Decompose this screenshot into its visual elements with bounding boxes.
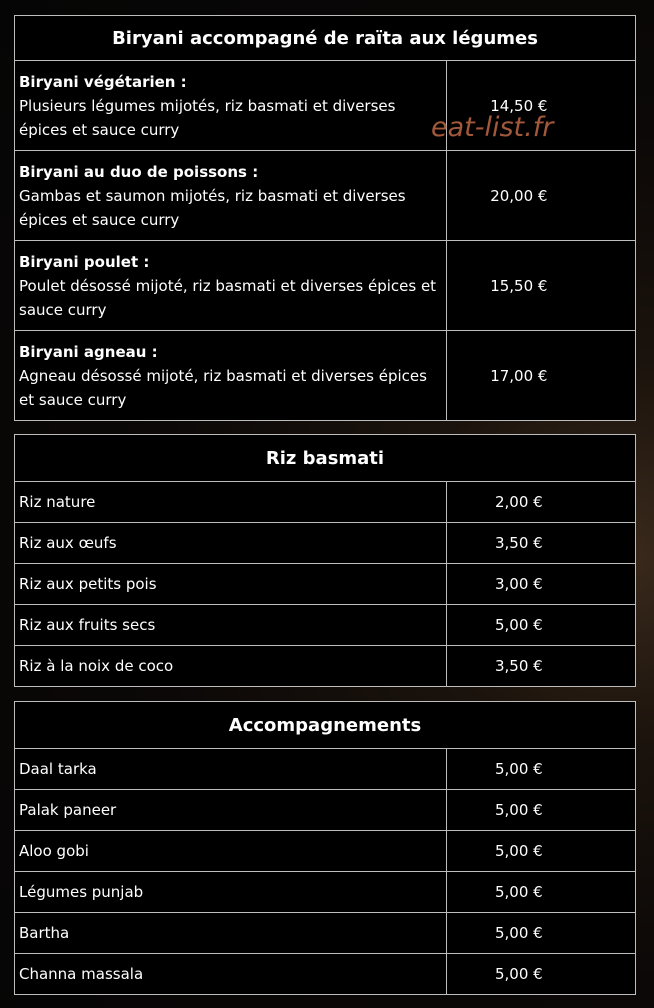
menu-item-price: 5,00 € (446, 749, 635, 790)
menu-item-price: 5,00 € (446, 913, 635, 954)
menu-section-accompagnements (14, 701, 636, 995)
menu-item-row (15, 954, 636, 995)
menu-item-row (15, 523, 636, 564)
menu-item-text (15, 241, 447, 331)
menu-item-row (15, 790, 636, 831)
menu-item-price: 3,00 € (446, 564, 635, 605)
menu-item-row (15, 482, 636, 523)
menu-item-name: Riz nature (15, 482, 447, 523)
menu-item-row (15, 831, 636, 872)
menu-section-biryani (14, 15, 636, 421)
menu-item-row (15, 872, 636, 913)
menu-item-price: 5,00 € (446, 954, 635, 995)
menu-item-price: 5,00 € (446, 872, 635, 913)
menu-item-name: Riz à la noix de coco (15, 646, 447, 687)
menu-item-name: Biryani poulet : (19, 252, 150, 271)
menu-item-name: Bartha (15, 913, 447, 954)
menu-item-name: Légumes punjab (15, 872, 447, 913)
menu-item-name: Palak paneer (15, 790, 447, 831)
menu-item-price: 3,50 € (446, 523, 635, 564)
menu-item-name: Riz aux fruits secs (15, 605, 447, 646)
menu-item-name: Riz aux œufs (15, 523, 447, 564)
section-title: Biryani accompagné de raïta aux légumes (15, 16, 636, 61)
menu-item-price: 17,00 € (446, 331, 635, 421)
menu-item-price: 15,50 € (446, 241, 635, 331)
menu-item-description: Poulet désossé mijoté, riz basmati et diverses épices et sauce curry (19, 276, 437, 319)
menu-item-row (15, 151, 636, 241)
menu-item-name: Biryani au duo de poissons : (19, 162, 259, 181)
menu-item-name: Biryani agneau : (19, 342, 158, 361)
menu-item-price: 5,00 € (446, 605, 635, 646)
menu-item-price: 3,50 € (446, 646, 635, 687)
menu-item-row (15, 241, 636, 331)
menu-item-row (15, 646, 636, 687)
menu-item-name: Riz aux petits pois (15, 564, 447, 605)
menu-item-text (15, 151, 447, 241)
menu-item-description: Plusieurs légumes mijotés, riz basmati et diverses épices et sauce curry (19, 96, 396, 139)
menu-section-riz-basmati (14, 434, 636, 687)
menu-item-row (15, 61, 636, 151)
menu-item-row (15, 605, 636, 646)
menu-item-row (15, 913, 636, 954)
menu-item-name: Biryani végétarien : (19, 72, 187, 91)
menu-item-price: 5,00 € (446, 831, 635, 872)
menu-item-name: Daal tarka (15, 749, 447, 790)
menu-item-row (15, 331, 636, 421)
menu-item-text (15, 61, 447, 151)
menu-item-row (15, 749, 636, 790)
menu-item-price: 14,50 € (446, 61, 635, 151)
menu-item-row (15, 564, 636, 605)
menu-item-name: Aloo gobi (15, 831, 447, 872)
section-title: Riz basmati (15, 435, 636, 482)
menu-item-price: 2,00 € (446, 482, 635, 523)
watermark: eat-list.fr (431, 112, 554, 143)
menu-item-text (15, 331, 447, 421)
section-title: Accompagnements (15, 702, 636, 749)
menu-item-price: 20,00 € (446, 151, 635, 241)
menu-item-description: Agneau désossé mijoté, riz basmati et diverses épices et sauce curry (19, 366, 427, 409)
menu-item-description: Gambas et saumon mijotés, riz basmati et diverses épices et sauce curry (19, 186, 406, 229)
menu-item-price: 5,00 € (446, 790, 635, 831)
menu-item-name: Channa massala (15, 954, 447, 995)
